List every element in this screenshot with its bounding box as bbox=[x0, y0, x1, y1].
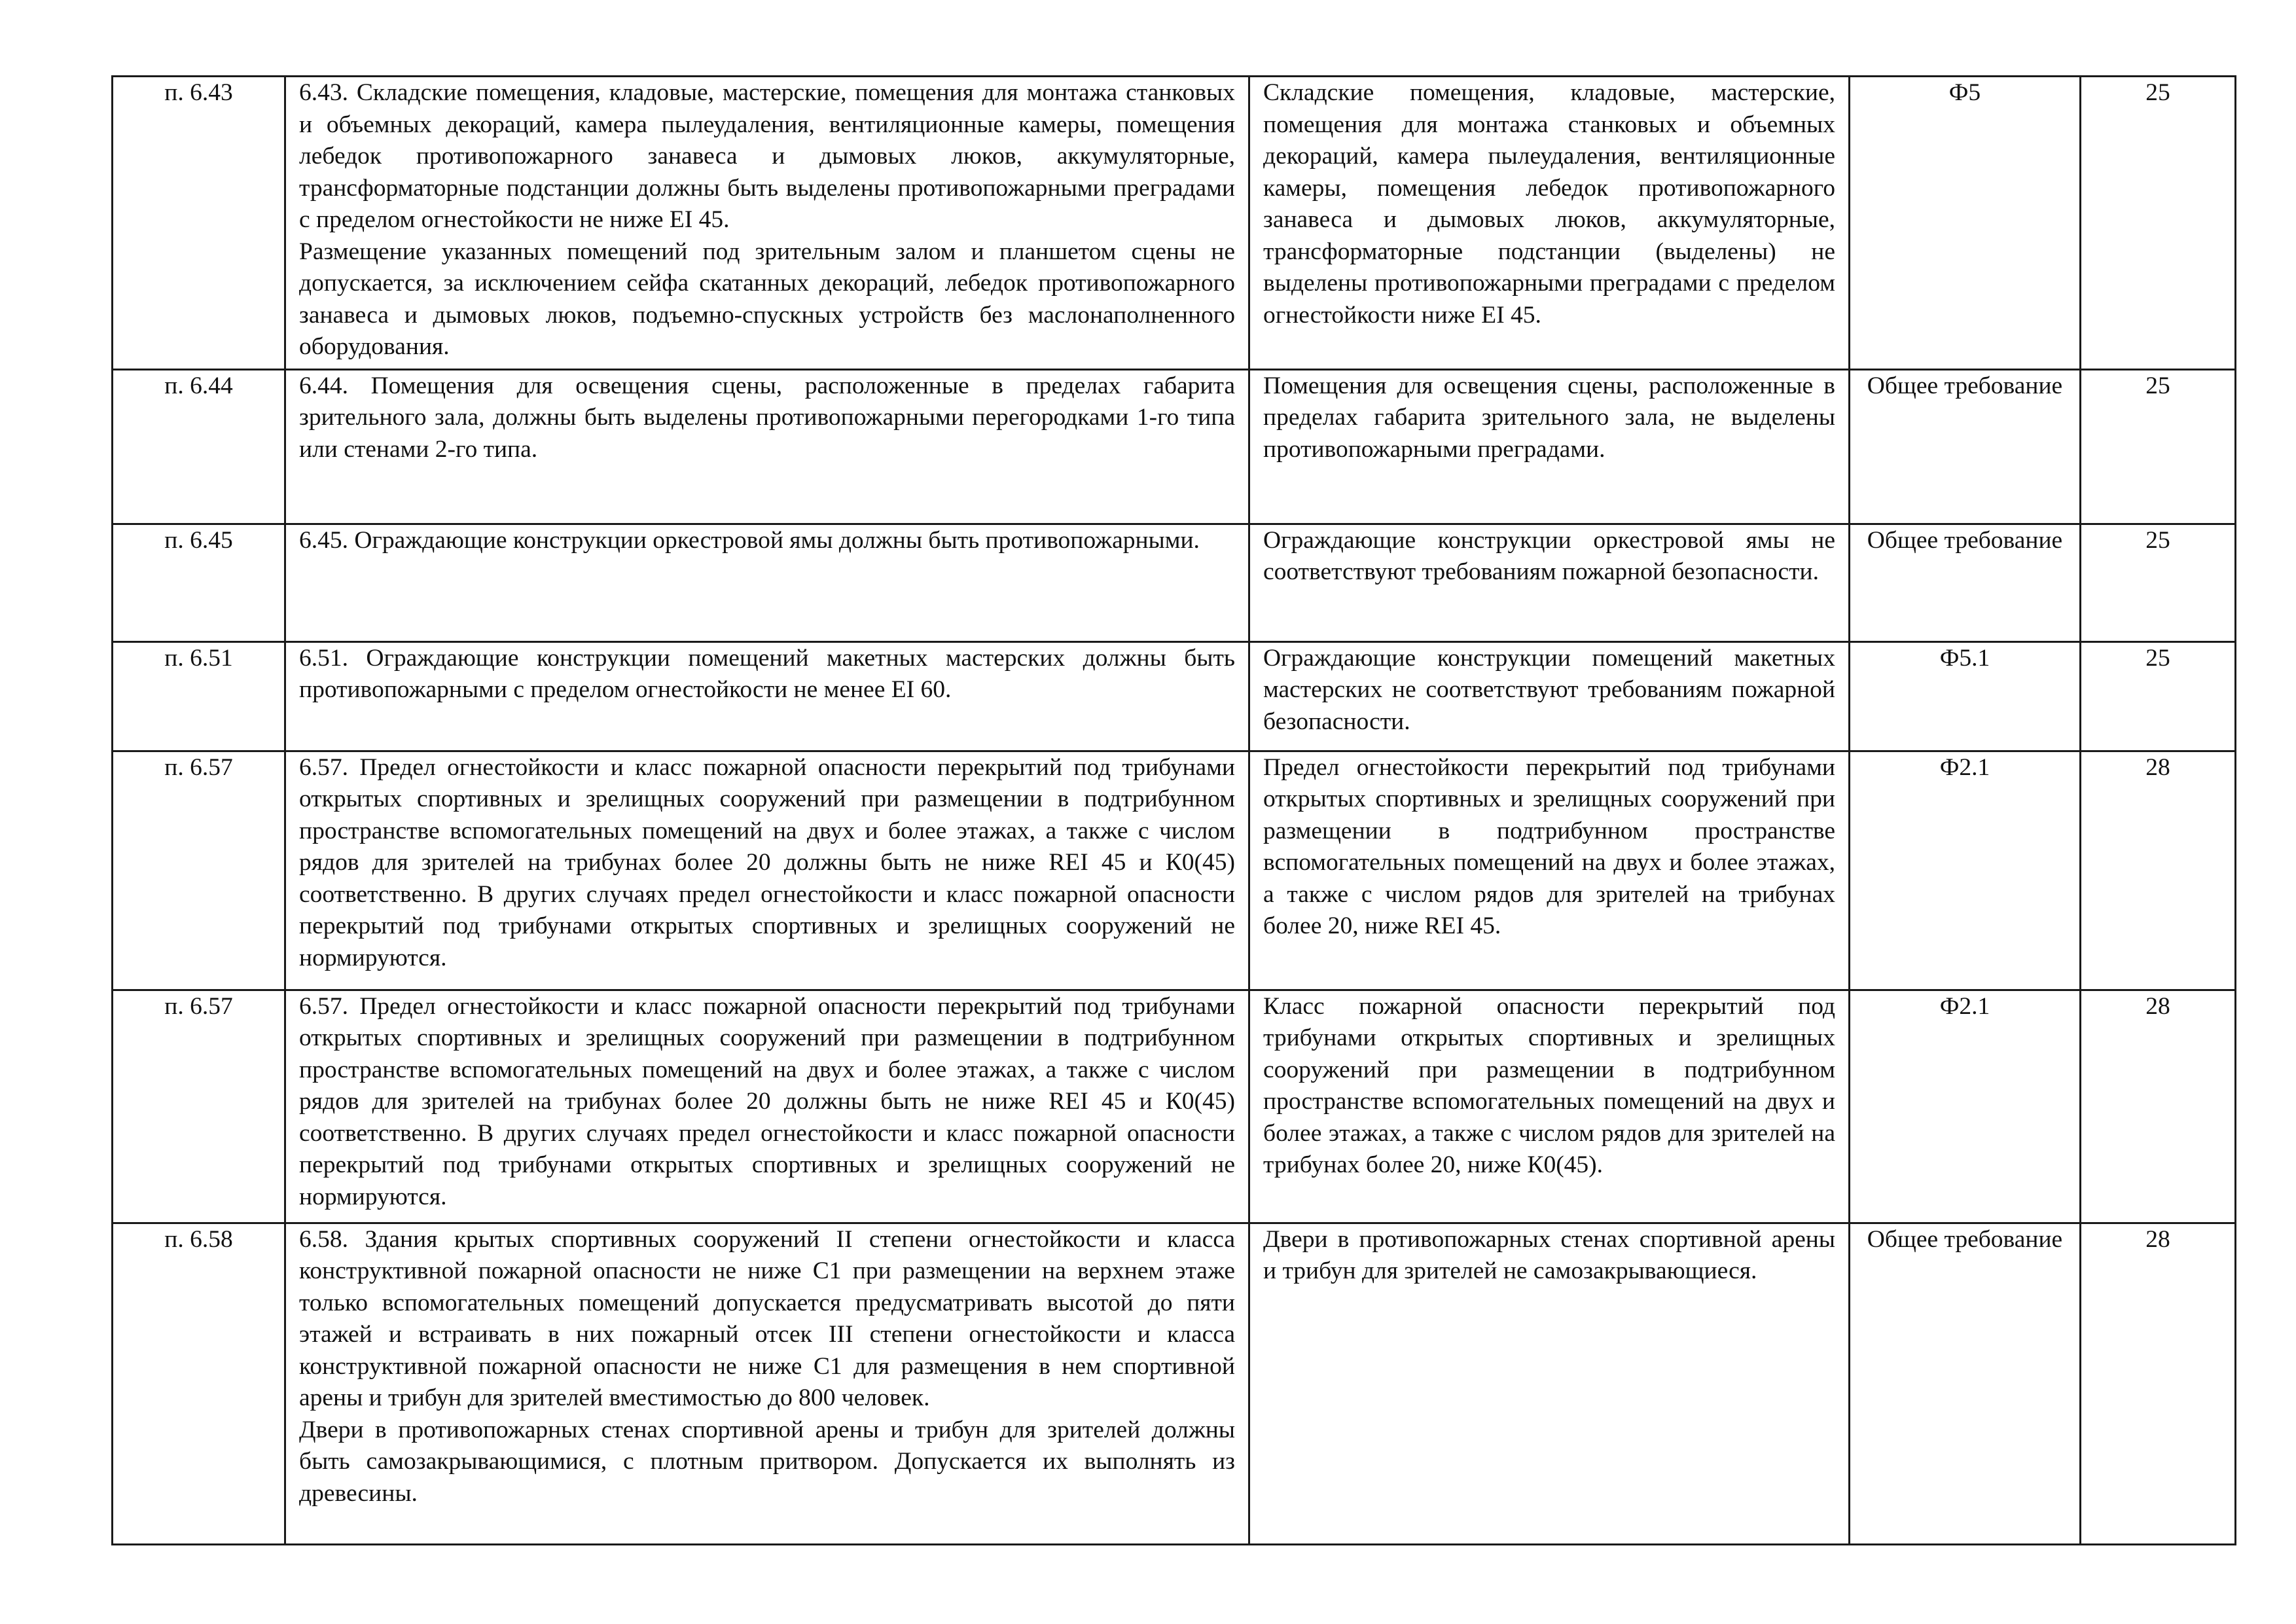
requirement-text bbox=[285, 77, 1249, 370]
requirement-paragraph: 6.58. Здания крытых спортивных сооружений II степени огнестойкости и класса конструктивной пожарной опасности не ниже С1 при размещении на верхнем этаже только вспомогательных помещений допускается предусматривать высотой до пяти этажей и встраивать в них пожарный отсек III степени огнестойкости и класса конструктивной пожарной опасности не ниже С1 для размещения в нем спортивной арены и трибун для зрителей вместимостью до 800 человек. bbox=[299, 1225, 1235, 1411]
table-row bbox=[113, 751, 2236, 990]
building-class: Ф2.1 bbox=[1850, 990, 2081, 1223]
clause-ref: п. 6.44 bbox=[113, 369, 285, 524]
building-class: Ф5 bbox=[1850, 77, 2081, 370]
violation-text: Ограждающие конструкции помещений макетных мастерских не соответствуют требованиям пожарной безопасности. bbox=[1249, 641, 1850, 751]
building-class: Общее требование bbox=[1850, 524, 2081, 641]
requirement-paragraph: 6.45. Ограждающие конструкции оркестровой ямы должны быть противопожарными. bbox=[299, 526, 1200, 554]
violation-text: Складские помещения, кладовые, мастерские, помещения для монтажа станковых и объемных декораций, камера пылеудаления, вентиляционные камеры, помещения лебедок противопожарного занавеса и дымовых люков, аккумуляторные, трансформаторные подстанции (выделены) не выделены противопожарными преградами с пределом огнестойкости ниже EI 45. bbox=[1249, 77, 1850, 370]
clause-ref: п. 6.51 bbox=[113, 641, 285, 751]
requirement-text bbox=[285, 751, 1249, 990]
clause-ref: п. 6.45 bbox=[113, 524, 285, 641]
requirement-text bbox=[285, 990, 1249, 1223]
page-number: 25 bbox=[2081, 524, 2236, 641]
requirement-text bbox=[285, 524, 1249, 641]
table-row bbox=[113, 641, 2236, 751]
page-number: 28 bbox=[2081, 1223, 2236, 1544]
page-number: 25 bbox=[2081, 641, 2236, 751]
page-number: 25 bbox=[2081, 369, 2236, 524]
clause-ref: п. 6.57 bbox=[113, 751, 285, 990]
clause-ref: п. 6.57 bbox=[113, 990, 285, 1223]
clause-ref: п. 6.58 bbox=[113, 1223, 285, 1544]
building-class: Общее требование bbox=[1850, 1223, 2081, 1544]
table-row bbox=[113, 524, 2236, 641]
page-number: 28 bbox=[2081, 990, 2236, 1223]
building-class: Ф5.1 bbox=[1850, 641, 2081, 751]
requirement-paragraph: 6.57. Предел огнестойкости и класс пожарной опасности перекрытий под трибунами открытых спортивных и зрелищных сооружений при размещении в подтрибунном пространстве вспомогательных помещений на двух и более этажах, а также с числом рядов для зрителей на трибунах более 20 должны быть не ниже REI 45 и К0(45) соответственно. В других случаях предел огнестойкости и класс пожарной опасности перекрытий под трибунами открытых спортивных и зрелищных сооружений не нормируются. bbox=[299, 992, 1235, 1210]
violation-text: Ограждающие конструкции оркестровой ямы не соответствуют требованиям пожарной безопасности. bbox=[1249, 524, 1850, 641]
requirement-paragraph: 6.44. Помещения для освещения сцены, расположенные в пределах габарита зрительного зала, должны быть выделены противопожарными перегородками 1-го типа или стенами 2-го типа. bbox=[299, 372, 1235, 463]
page-number: 25 bbox=[2081, 77, 2236, 370]
requirement-text bbox=[285, 641, 1249, 751]
requirement-paragraph: Размещение указанных помещений под зрительным залом и планшетом сцены не допускается, за исключением сейфа скатанных декораций, лебедок противопожарного занавеса и дымовых люков, подъемно-спускных устройств без маслонаполненного оборудования. bbox=[299, 238, 1235, 360]
requirement-paragraph: 6.51. Ограждающие конструкции помещений макетных мастерских должны быть противопожарными с пределом огнестойкости не менее EI 60. bbox=[299, 644, 1235, 703]
requirements-table bbox=[111, 75, 2236, 1545]
clause-ref: п. 6.43 bbox=[113, 77, 285, 370]
table-row bbox=[113, 77, 2236, 370]
requirement-paragraph: 6.43. Складские помещения, кладовые, мастерские, помещения для монтажа станковых и объемных декораций, камера пылеудаления, вентиляционные камеры, помещения лебедок противопожарного занавеса и дымовых люков, аккумуляторные, трансформаторные подстанции должны быть выделены противопожарными преградами с пределом огнестойкости не ниже EI 45. bbox=[299, 79, 1235, 233]
table-row bbox=[113, 1223, 2236, 1544]
table-row bbox=[113, 990, 2236, 1223]
requirement-paragraph: Двери в противопожарных стенах спортивной арены и трибун для зрителей должны быть самозакрывающимися, с плотным притвором. Допускается их выполнять из древесины. bbox=[299, 1416, 1235, 1507]
violation-text: Помещения для освещения сцены, расположенные в пределах габарита зрительного зала, не выделены противопожарными преградами. bbox=[1249, 369, 1850, 524]
table-row bbox=[113, 369, 2236, 524]
requirement-paragraph: 6.57. Предел огнестойкости и класс пожарной опасности перекрытий под трибунами открытых спортивных и зрелищных сооружений при размещении в подтрибунном пространстве вспомогательных помещений на двух и более этажах, а также с числом рядов для зрителей на трибунах более 20 должны быть не ниже REI 45 и К0(45) соответственно. В других случаях предел огнестойкости и класс пожарной опасности перекрытий под трибунами открытых спортивных и зрелищных сооружений не нормируются. bbox=[299, 753, 1235, 971]
violation-text: Двери в противопожарных стенах спортивной арены и трибун для зрителей не самозакрывающиеся. bbox=[1249, 1223, 1850, 1544]
building-class: Общее требование bbox=[1850, 369, 2081, 524]
building-class: Ф2.1 bbox=[1850, 751, 2081, 990]
requirement-text bbox=[285, 369, 1249, 524]
page-number: 28 bbox=[2081, 751, 2236, 990]
violation-text: Предел огнестойкости перекрытий под трибунами открытых спортивных и зрелищных сооружений при размещении в подтрибунном пространстве вспомогательных помещений на двух и более этажах, а также с числом рядов для зрителей на трибунах более 20, ниже REI 45. bbox=[1249, 751, 1850, 990]
violation-text: Класс пожарной опасности перекрытий под трибунами открытых спортивных и зрелищных сооружений при размещении в подтрибунном пространстве вспомогательных помещений на двух и более этажах, а также с числом рядов для зрителей на трибунах более 20, ниже К0(45). bbox=[1249, 990, 1850, 1223]
requirement-text bbox=[285, 1223, 1249, 1544]
